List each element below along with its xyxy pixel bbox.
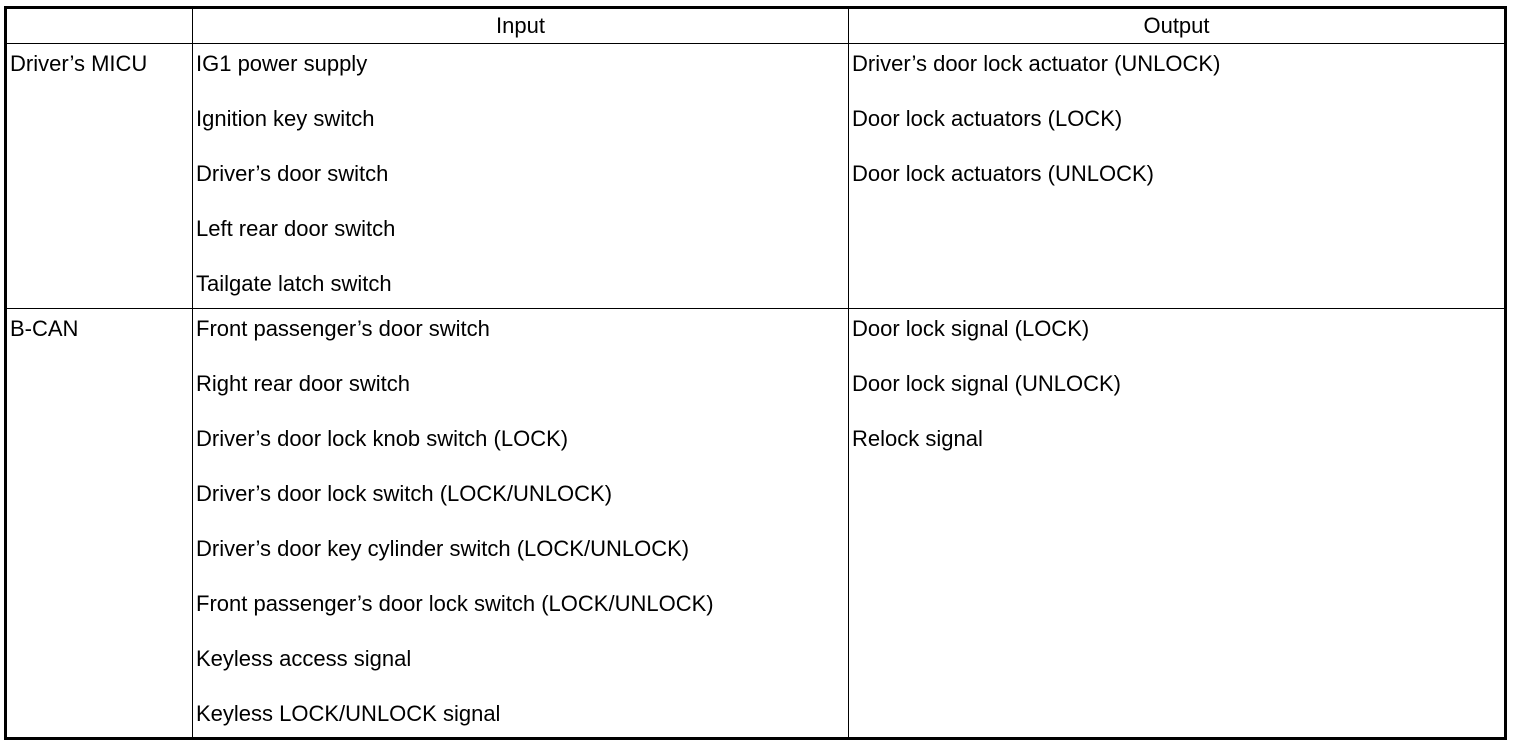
output-cell [849, 44, 1506, 309]
input-item: Driver’s door key cylinder switch (LOCK/UNLOCK) [196, 536, 690, 561]
output-item: Driver’s door lock actuator (UNLOCK) [852, 51, 1221, 76]
input-item: Driver’s door lock switch (LOCK/UNLOCK) [196, 481, 613, 506]
output-item: Door lock signal (LOCK) [852, 316, 1090, 341]
input-item: Left rear door switch [196, 216, 396, 241]
io-table [4, 6, 1507, 740]
output-list [849, 44, 1504, 186]
output-list [849, 309, 1504, 451]
input-list [193, 44, 848, 296]
output-cell [849, 309, 1506, 739]
output-item: Door lock signal (UNLOCK) [852, 371, 1121, 396]
input-item: Keyless LOCK/UNLOCK signal [196, 701, 501, 726]
input-item: Right rear door switch [196, 371, 410, 396]
input-item: Front passenger’s door switch [196, 316, 490, 341]
output-item: Door lock actuators (LOCK) [852, 106, 1123, 131]
source-cell: B-CAN [6, 309, 193, 739]
table-row-drivers-micu [6, 44, 1506, 309]
table-row-b-can [6, 309, 1506, 739]
input-item: Ignition key switch [196, 106, 375, 131]
output-item: Relock signal [852, 426, 983, 451]
output-item: Door lock actuators (UNLOCK) [852, 161, 1154, 186]
input-item: Front passenger’s door lock switch (LOCK/UNLOCK) [196, 591, 714, 616]
input-item: IG1 power supply [196, 51, 368, 76]
header-output: Output [849, 8, 1506, 44]
input-cell [193, 44, 849, 309]
input-item: Tailgate latch switch [196, 271, 392, 296]
input-cell [193, 309, 849, 739]
header-source [6, 8, 193, 44]
input-item: Driver’s door lock knob switch (LOCK) [196, 426, 569, 451]
header-input: Input [193, 8, 849, 44]
input-item: Keyless access signal [196, 646, 412, 671]
input-item: Driver’s door switch [196, 161, 389, 186]
source-cell: Driver’s MICU [6, 44, 193, 309]
header-row [6, 8, 1506, 44]
input-list [193, 309, 848, 726]
